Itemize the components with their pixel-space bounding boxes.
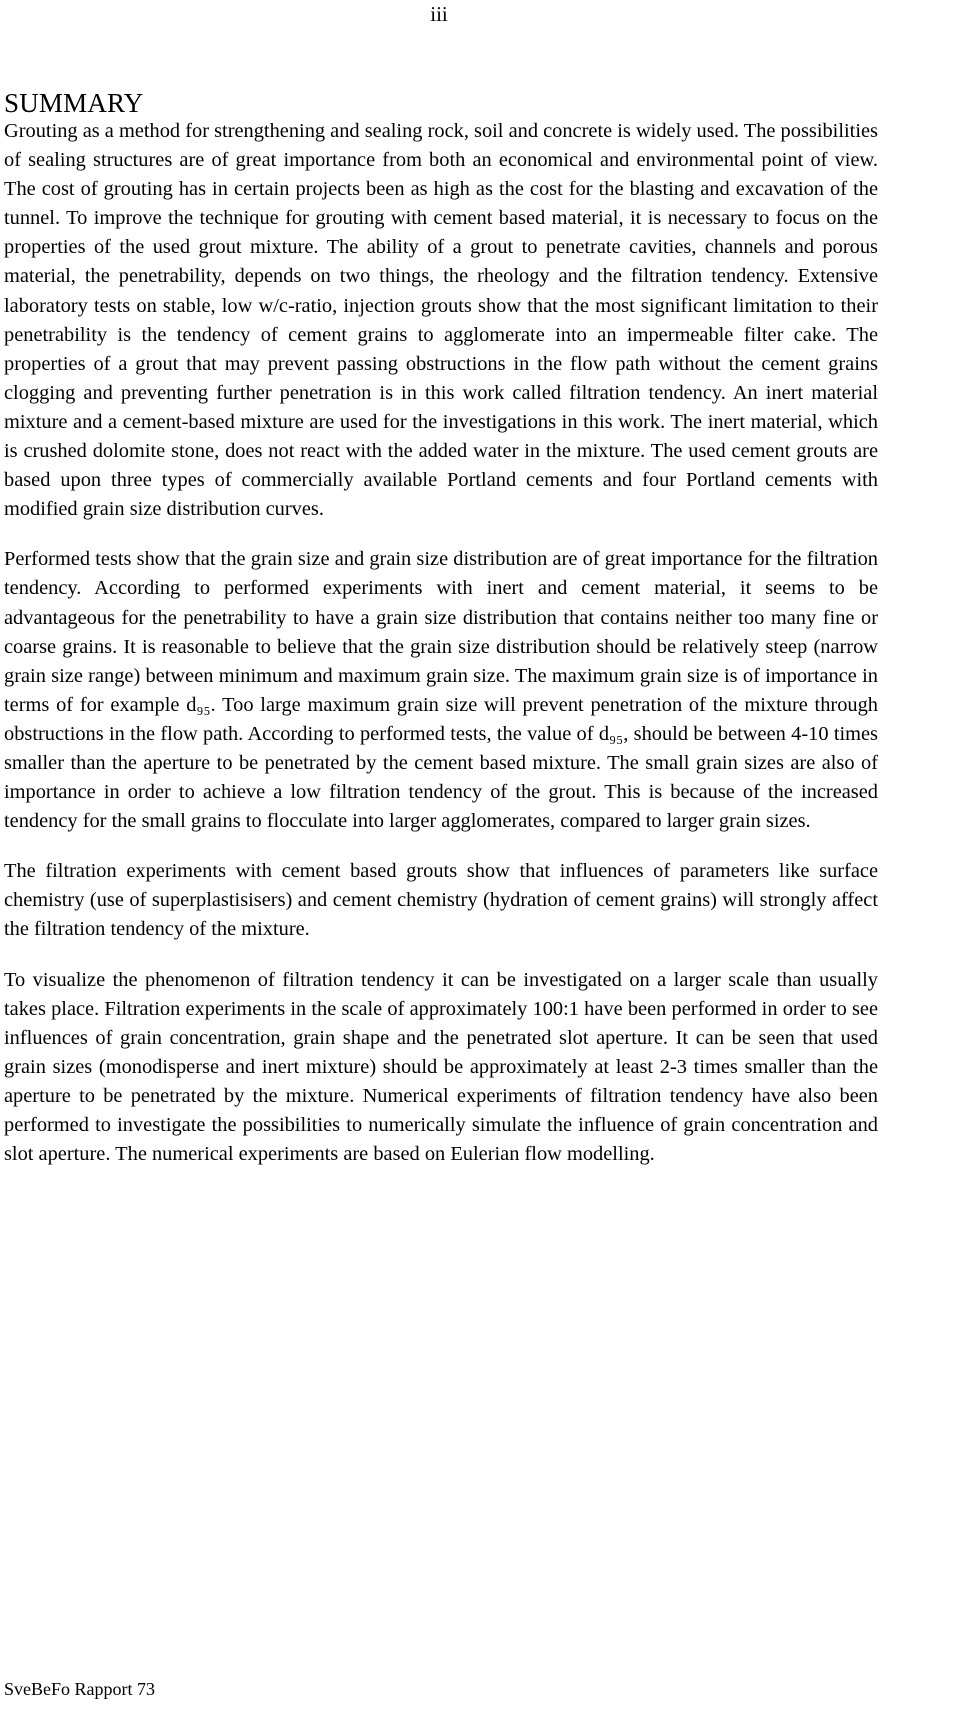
summary-section bbox=[4, 86, 878, 1169]
page-number: iii bbox=[430, 2, 448, 26]
summary-paragraph-3: The filtration experiments with cement based grouts show that influences of parameters like surface chemistry (use of superplastisisers) and cement chemistry (hydration of cement grains) will strongly affect the filtration tendency of the mixture. bbox=[4, 860, 878, 941]
summary-paragraph-4: To visualize the phenomenon of filtration tendency it can be investigated on a larger scale than usually takes place. Filtration experiments in the scale of approximately 100:1 have been performed in order to see influences of grain concentration, grain shape and the penetrated slot aperture. It can be seen that used grain sizes (monodisperse and inert mixture) should be approximately at least 2-3 times smaller than the aperture to be penetrated by the mixture. Numerical experiments of filtration tendency have also been performed to investigate the possibilities to numerically simulate the influence of grain concentration and slot aperture. The numerical experiments are based on Eulerian flow modelling. bbox=[4, 968, 878, 1166]
footer-report-name: SveBeFo Rapport 73 bbox=[4, 1679, 155, 1699]
summary-paragraph-1: Grouting as a method for strengthening and sealing rock, soil and concrete is widely used. The possibilities of sealing structures are of great importance from both an economical and environmental point of view. The cost of grouting has in certain projects been as high as the cost for the blasting and excavation of the tunnel. To improve the technique for grouting with cement based material, it is necessary to focus on the properties of the used grout mixture. The ability of a grout to penetrate cavities, channels and porous material, the penetrability, depends on two things, the rheology and the filtration tendency. Extensive laboratory tests on stable, low w/c-ratio, injection grouts show that the most significant limitation to their penetrability is the tendency of cement grains to agglomerate into an impermeable filter cake. The properties of a grout that may prevent passing obstructions in the flow path without the cement grains clogging and preventing further penetration is in this work called filtration tendency. An inert material mixture and a cement-based mixture are used for the investigations in this work. The inert material, which is crushed dolomite stone, does not react with the added water in the mixture. The used cement grouts are based upon three types of commercially available Portland cements and four Portland cements with modified grain size distribution curves. bbox=[4, 120, 878, 521]
section-heading: SUMMARY bbox=[4, 88, 144, 118]
summary-paragraph-2: Performed tests show that the grain size and grain size distribution are of great importance for the filtration tendency. According to performed experiments with inert and cement material, it seems to be advantageous for the penetrability to have a grain size distribution that contains neither too many fine or coarse grains. It is reasonable to believe that the grain size distribution should be relatively steep (narrow grain size range) between minimum and maximum grain size. The maximum grain size is of importance in terms of for example d₉₅. Too large maximum grain size will prevent penetration of the mixture through obstructions in the flow path. According to performed tests, the value of d₉₅, should be between 4-10 times smaller than the aperture to be penetrated by the cement based mixture. The small grain sizes are also of importance in order to achieve a low filtration tendency of the grout. This is because of the increased tendency for the small grains to flocculate into larger agglomerates, compared to larger grain sizes. bbox=[4, 548, 878, 833]
